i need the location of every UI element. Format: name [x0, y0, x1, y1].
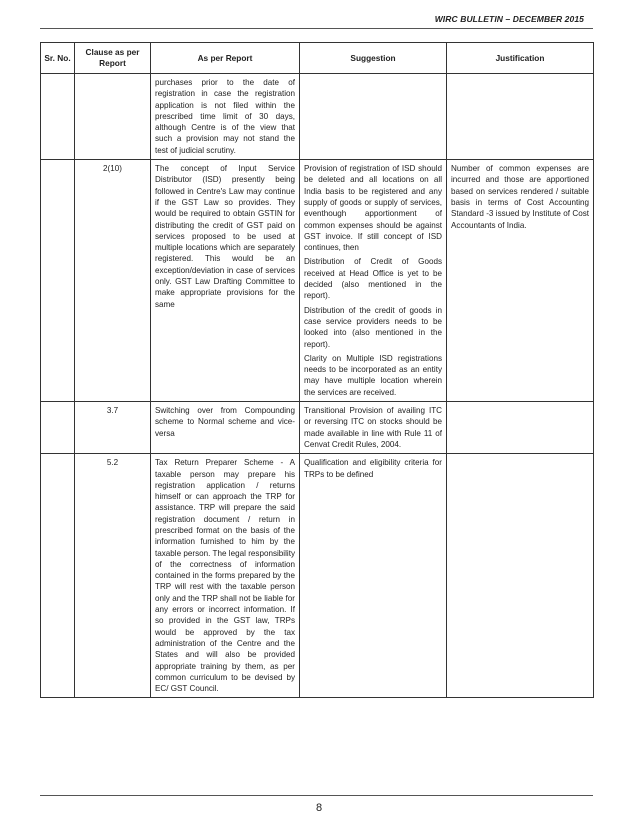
suggestion-paragraph: Distribution of the credit of goods in case service providers needs to be looked into (also mentioned in the report).	[304, 305, 442, 349]
column-header-suggestion: Suggestion	[300, 43, 447, 74]
cell-sr-no	[41, 74, 75, 160]
table-row	[41, 402, 594, 454]
column-header-sr-no: Sr. No.	[41, 43, 75, 74]
suggestion-paragraph: Transitional Provision of availing ITC or reversing ITC on stocks should be made available in line with Rule 11 of Cenvat Credit Rules, 2004.	[304, 406, 442, 449]
footer-rule	[40, 795, 593, 796]
cell-clause: 2(10)	[75, 160, 151, 402]
column-header-justification: Justification	[447, 43, 594, 74]
suggestion-paragraph: Provision of registration of ISD should be deleted and all locations on all India basis to be registered and any supply of goods or supply of services, eventhough apportionment of common expenses should be against GST invoice. If still concept of ISD continues, then	[304, 164, 442, 253]
column-header-clause: Clause as per Report	[75, 43, 151, 74]
suggestions-table	[40, 42, 594, 698]
cell-report	[151, 160, 300, 402]
cell-report	[151, 454, 300, 698]
cell-suggestion	[300, 74, 447, 160]
table-header-row	[41, 43, 594, 74]
cell-justification	[447, 160, 594, 402]
cell-sr-no	[41, 454, 75, 698]
cell-report	[151, 74, 300, 160]
cell-sr-no	[41, 402, 75, 454]
column-header-as-per-report: As per Report	[151, 43, 300, 74]
report-paragraph: purchases prior to the date of registration in case the registration application is not filed within the prescribed time limit of 30 days, although Centre is of the view that such a provision may not stand the test of judicial scrutiny.	[155, 78, 295, 155]
cell-justification	[447, 74, 594, 160]
cell-sr-no	[41, 160, 75, 402]
cell-clause: 5.2	[75, 454, 151, 698]
page-number: 8	[315, 802, 323, 814]
cell-justification	[447, 454, 594, 698]
table-body	[41, 74, 594, 698]
cell-report	[151, 402, 300, 454]
cell-suggestion	[300, 402, 447, 454]
cell-suggestion	[300, 454, 447, 698]
cell-suggestion	[300, 160, 447, 402]
cell-clause: 3.7	[75, 402, 151, 454]
suggestion-paragraph: Clarity on Multiple ISD registrations needs to be incorporated as an entity may have multiple location wherein the services are received.	[304, 353, 442, 397]
header-rule	[40, 28, 593, 29]
suggestion-paragraph: Distribution of Credit of Goods received at Head Office is yet to be decided (also mentioned in the report).	[304, 257, 442, 301]
cell-justification	[447, 402, 594, 454]
justification-paragraph: Number of common expenses are incurred and those are apportioned based on services rendered / suitable basis in terms of Cost Accounting Standard -3 issued by Institute of Cost Accountants of India.	[451, 164, 589, 230]
table-row	[41, 160, 594, 402]
cell-clause	[75, 74, 151, 160]
report-paragraph: Tax Return Preparer Scheme - A taxable person may prepare his registration application / returns himself or can approach the TRP for assistance. TRP will prepare the said registration document / return in prescribed format on the basis of the information furnished to him by the taxable person. The legal responsibility of the correctness of information contained in the forms prepared by the TRP will rest with the taxable person only and the TRP shall not be liable for any errors or incorrect information. If so provided in the GST law, TRPs would be approved by the tax administration of the Centre and the States and will also be provided appropriate training by them, as per common curriculum to be devised by EC/ GST Council.	[155, 458, 295, 694]
table-row	[41, 454, 594, 698]
report-paragraph: Switching over from Compounding scheme to Normal scheme and vice-versa	[155, 406, 295, 438]
table-row	[41, 74, 594, 160]
bulletin-header: WIRC BULLETIN – DECEMBER 2015	[434, 14, 584, 24]
suggestion-paragraph: Qualification and eligibility criteria for TRPs to be defined	[304, 458, 442, 479]
report-paragraph: The concept of Input Service Distributor (ISD) presently being followed in Centre's Law may continue if the GST Law so provides. They would be required to obtain GSTIN for distributing the credit of GST paid on services proposed to be used at multiple locations which are separately registered. This would be an exception/deviation in case of services only. GST Law Drafting Committee to make appropriate provisions for the same	[155, 164, 295, 309]
